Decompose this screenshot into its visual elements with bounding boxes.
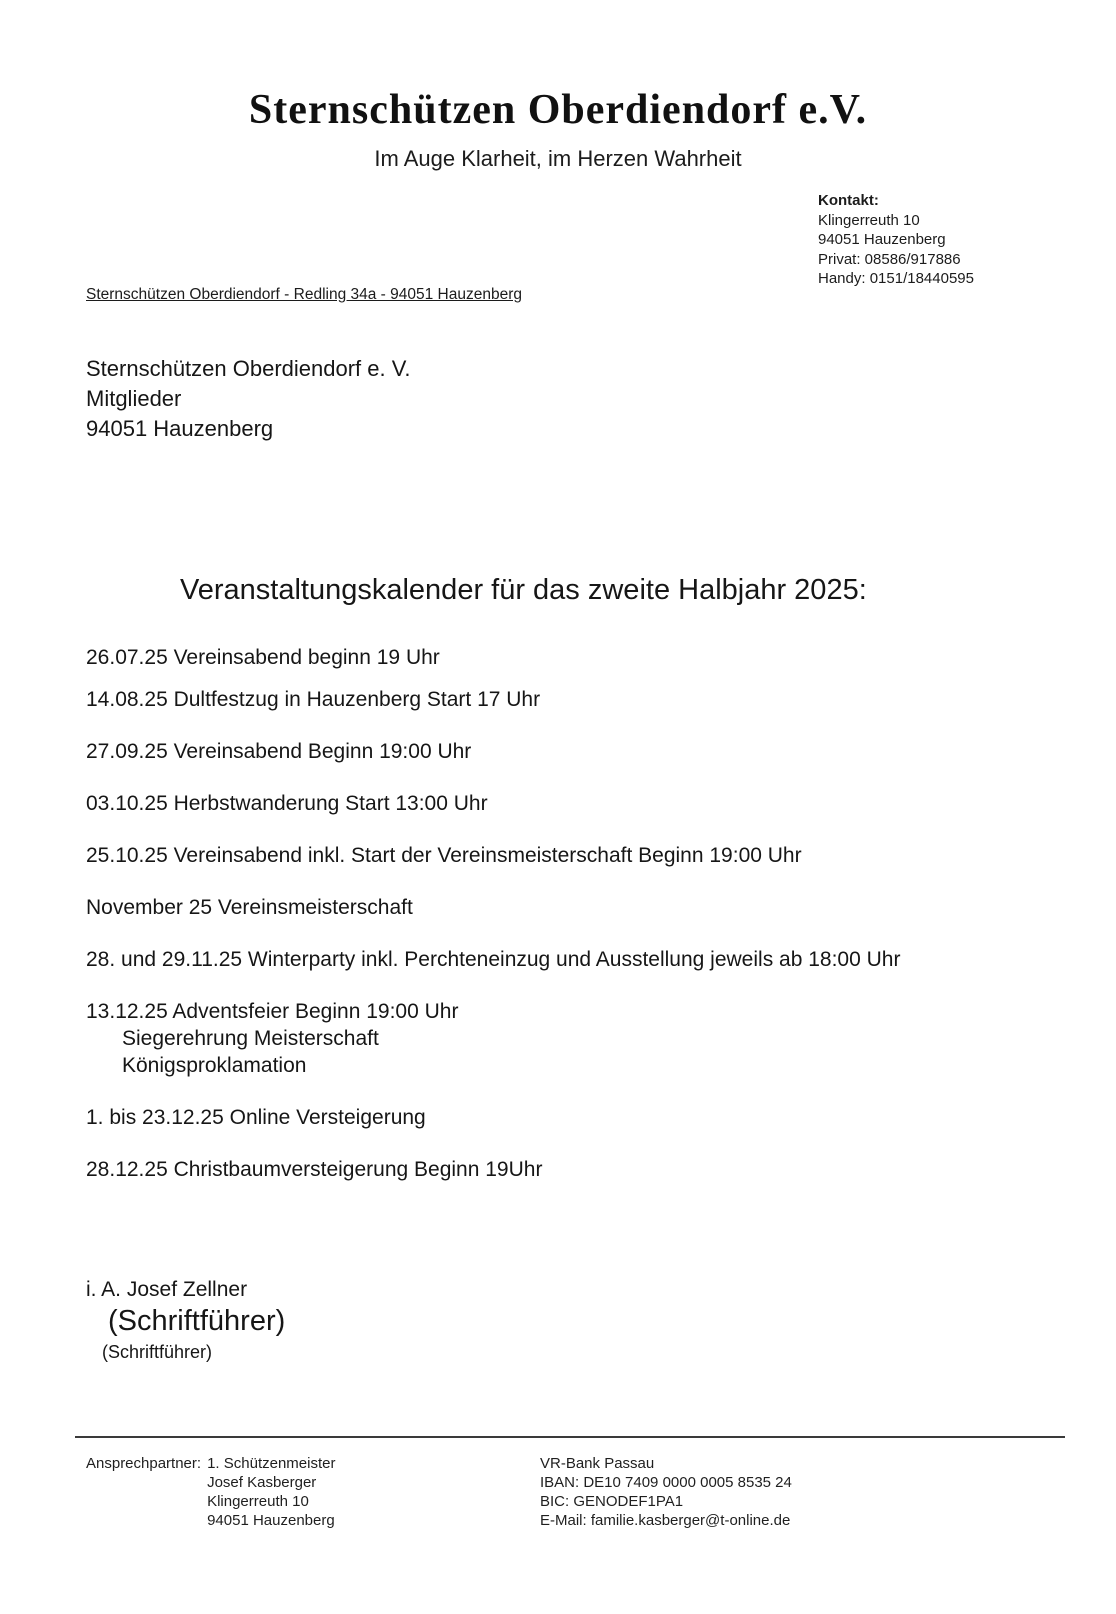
sender-address-line: Sternschützen Oberdiendorf - Redling 34a - 94051 Hauzenberg — [86, 286, 522, 303]
footer-contact-line: Josef Kasberger — [207, 1474, 317, 1491]
contact-city: 94051 Hauzenberg — [818, 231, 946, 248]
event-item: 28.12.25 Christbaumversteigerung Beginn 19Uhr — [86, 1158, 543, 1181]
event-item: 1. bis 23.12.25 Online Versteigerung — [86, 1106, 426, 1129]
footer-contact-lines — [207, 1454, 335, 1530]
recipient-line: Mitglieder — [86, 386, 182, 411]
contact-phone-mobile: Handy: 0151/18440595 — [818, 270, 974, 287]
contact-phone-private: Privat: 08586/917886 — [818, 250, 961, 268]
recipient-line: 94051 Hauzenberg — [86, 416, 274, 441]
event-subline: Siegerehrung Meisterschaft — [122, 1027, 379, 1050]
footer-bank-line: VR-Bank Passau — [540, 1455, 655, 1472]
footer-contact-label: Ansprechpartner: — [86, 1455, 202, 1472]
event-item: 27.09.25 Vereinsabend Beginn 19:00 Uhr — [86, 740, 472, 763]
event-item: November 25 Vereinsmeisterschaft — [86, 896, 413, 919]
event-item: 13.12.25 Adventsfeier Beginn 19:00 Uhr Siegerehrung Meisterschaft Königsproklamation — [86, 998, 1046, 1079]
event-item: 03.10.25 Herbstwanderung Start 13:00 Uhr — [86, 792, 488, 815]
signature-role-large: (Schriftführer) — [108, 1305, 286, 1337]
recipient-block — [86, 354, 411, 444]
club-title: Sternschützen Oberdiendorf e.V. — [248, 87, 868, 133]
recipient-line: Sternschützen Oberdiendorf e. V. — [86, 356, 411, 381]
footer-contact-block — [86, 1454, 335, 1530]
event-item: 28. und 29.11.25 Winterparty inkl. Perchteneinzug und Ausstellung jeweils ab 18:00 Uhr — [86, 948, 901, 971]
event-item: 26.07.25 Vereinsabend beginn 19 Uhr — [86, 646, 440, 669]
footer-contact-line: 1. Schützenmeister — [207, 1455, 336, 1472]
contact-street: Klingerreuth 10 — [818, 211, 920, 229]
signature-block — [86, 1276, 285, 1365]
club-motto: Im Auge Klarheit, im Herzen Wahrheit — [374, 146, 742, 171]
page-title: Veranstaltungskalender für das zweite Halbjahr 2025: — [180, 574, 867, 606]
footer-bank-block — [540, 1454, 792, 1530]
event-item: 14.08.25 Dultfestzug in Hauzenberg Start 17 Uhr — [86, 688, 541, 711]
footer-bank-line: E-Mail: familie.kasberger@t-online.de — [540, 1512, 791, 1529]
event-list — [86, 644, 1046, 1208]
contact-block — [818, 191, 974, 289]
footer-contact-line: Klingerreuth 10 — [207, 1493, 309, 1510]
event-item: 25.10.25 Vereinsabend inkl. Start der Vereinsmeisterschaft Beginn 19:00 Uhr — [86, 844, 802, 867]
contact-label: Kontakt: — [818, 192, 879, 209]
footer-bank-line: IBAN: DE10 7409 0000 0005 8535 24 — [540, 1474, 792, 1491]
event-subline: Königsproklamation — [122, 1054, 307, 1077]
footer-divider — [75, 1436, 1065, 1438]
footer-contact-line: 94051 Hauzenberg — [207, 1512, 335, 1529]
footer-bank-line: BIC: GENODEF1PA1 — [540, 1493, 684, 1510]
signature-name: i. A. Josef Zellner — [86, 1278, 248, 1301]
footer — [86, 1454, 1066, 1530]
signature-role-small: (Schriftführer) — [102, 1342, 213, 1362]
